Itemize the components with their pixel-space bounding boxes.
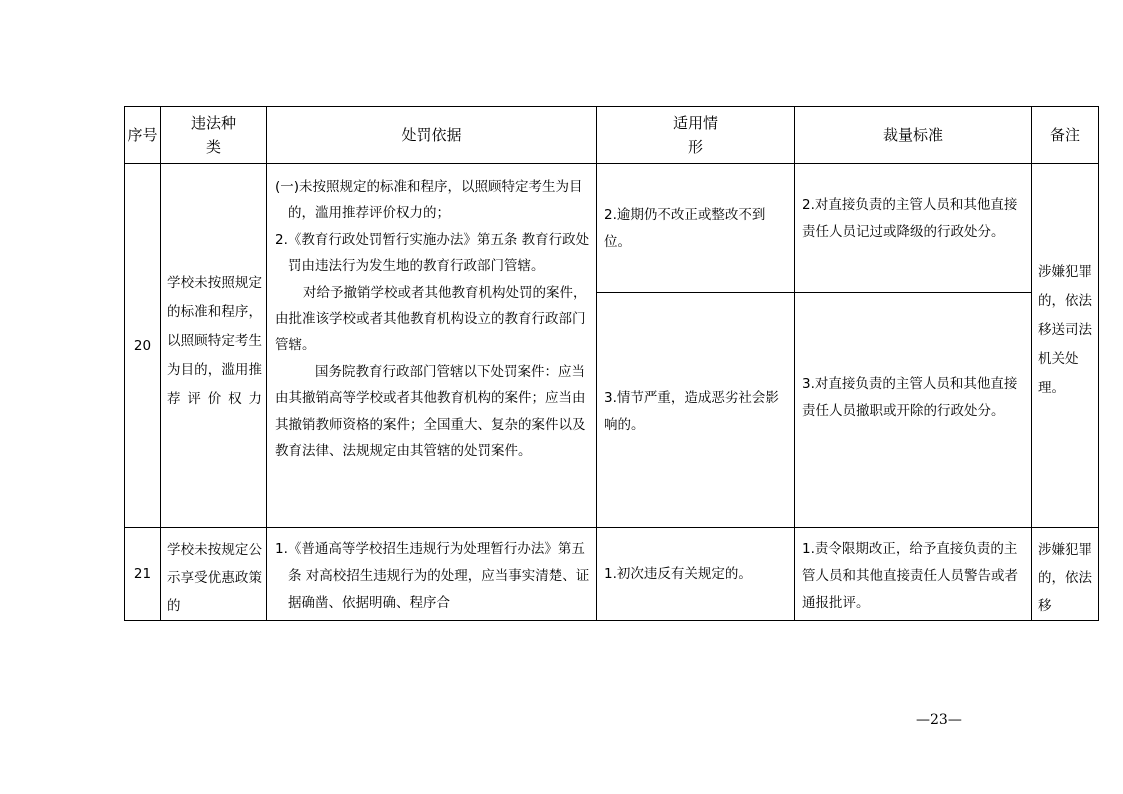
row-21-situation <box>597 528 795 621</box>
row-20-violation-type <box>161 164 267 528</box>
table-row-21 <box>125 528 1099 621</box>
row-20-basis-paragraph: 2.《教育行政处罚暂行实施办法》第五条 教育行政处罚由违法行为发生地的教育行政部门管辖。 <box>275 231 590 275</box>
row-21-standard-text: 1.责令限期改正，给予直接负责的主管人员和其他直接责任人员警告或者通报批评。 <box>802 541 1018 611</box>
row-21-remarks-text: 涉嫌犯罪的，依法移 <box>1038 542 1092 614</box>
table-header-row <box>125 107 1099 164</box>
row-20-situation-2-text: 3.情节严重，造成恶劣社会影响的。 <box>604 390 779 433</box>
row-20-basis-paragraph: 国务院教育行政部门管辖以下处罚案件：应当由其撤销高等学校或者其他教育机构的案件；应当由其撤销教师资格的案件；全国重大、复杂的案件以及教育法律、法规规定由其管辖的处罚案件。 <box>275 363 586 460</box>
row-21-violation-type <box>161 528 267 621</box>
header-violation-type: 违法种类 <box>161 107 267 164</box>
penalty-standards-table <box>124 106 1099 621</box>
header-penalty-basis: 处罚依据 <box>267 107 597 164</box>
row-20-remarks <box>1032 164 1099 528</box>
row-21-situation-text: 1.初次违反有关规定的。 <box>604 565 752 582</box>
page-number: —23— <box>916 712 962 728</box>
header-remarks: 备注 <box>1032 107 1099 164</box>
row-20-standard-2 <box>795 293 1032 528</box>
header-applicable-situation: 适用情形 <box>597 107 795 164</box>
row-20-standard-1-text: 2.对直接负责的主管人员和其他直接责任人员记过或降级的行政处分。 <box>802 197 1018 240</box>
row-21-remarks <box>1032 528 1099 621</box>
row-20-violation-type-text: 学校未按照规定的标准和程序，以照顾特定考生为目的，滥用推荐评价权力 <box>167 275 262 407</box>
row-20-seq: 20 <box>125 164 161 528</box>
row-20-situation-2 <box>597 293 795 528</box>
row-20-situation-1-text: 2.逾期仍不改正或整改不到位。 <box>604 207 766 250</box>
header-discretion-standard: 裁量标准 <box>795 107 1032 164</box>
row-21-seq: 21 <box>125 528 161 621</box>
row-20-situation-1 <box>597 164 795 293</box>
table-row-20 <box>125 164 1099 293</box>
row-21-basis-paragraph: 1.《普通高等学校招生违规行为处理暂行办法》第五条 对高校招生违规行为的处理，应当事实清楚、证据确凿、依据明确、程序合 <box>275 541 590 611</box>
row-20-standard-1 <box>795 164 1032 293</box>
row-20-penalty-basis <box>267 164 597 528</box>
row-20-basis-paragraph: 对给予撤销学校或者其他教育机构处罚的案件，由批准该学校或者其他教育机构设立的教育行政部门管辖。 <box>275 284 587 354</box>
row-21-violation-type-text: 学校未按规定公示享受优惠政策的 <box>167 542 262 614</box>
header-seq: 序号 <box>125 107 161 164</box>
row-21-standard <box>795 528 1032 621</box>
row-20-remarks-text: 涉嫌犯罪的，依法移送司法机关处理。 <box>1038 264 1092 396</box>
row-20-basis-paragraph: (一)未按照规定的标准和程序，以照顾特定考生为目的，滥用推荐评价权力的； <box>275 179 583 222</box>
row-20-standard-2-text: 3.对直接负责的主管人员和其他直接责任人员撤职或开除的行政处分。 <box>802 376 1018 419</box>
row-21-penalty-basis <box>267 528 597 621</box>
